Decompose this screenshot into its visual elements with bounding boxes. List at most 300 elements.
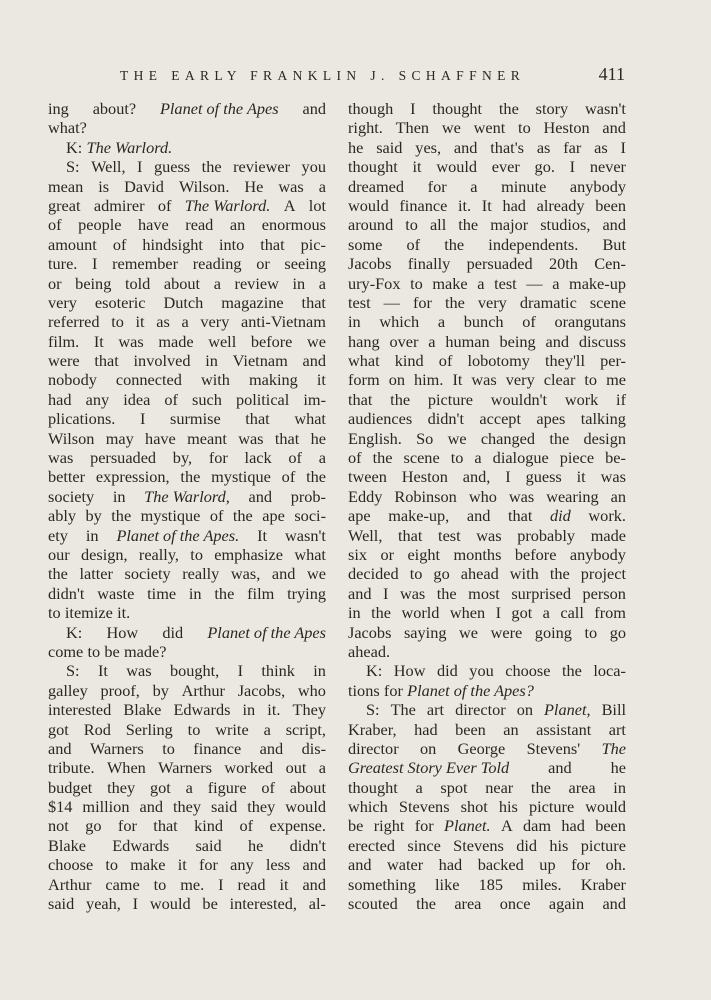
- word: the: [390, 389, 411, 409]
- word: guess: [153, 157, 191, 177]
- word: scene: [403, 448, 440, 468]
- word: director: [348, 738, 399, 758]
- text-line: [348, 836, 626, 855]
- text-line: [48, 700, 326, 719]
- text-line: [348, 332, 626, 351]
- word: who: [297, 680, 326, 700]
- word: Well,: [91, 157, 126, 177]
- text-line: [48, 661, 326, 680]
- word: ably: [48, 506, 77, 526]
- text-line: [48, 526, 326, 545]
- text-line: [348, 603, 626, 622]
- text-column-left: [48, 99, 326, 913]
- text-line: [48, 642, 326, 661]
- word: Planet of the Apes.: [116, 525, 240, 545]
- word: from: [594, 603, 626, 623]
- word: thought: [348, 777, 398, 797]
- word: him.: [414, 370, 444, 390]
- word: work: [564, 389, 599, 409]
- word: out: [285, 758, 307, 778]
- word: ahead.: [348, 641, 391, 661]
- word: it.: [117, 603, 131, 623]
- word: it.: [267, 700, 281, 720]
- word: interested,: [229, 894, 297, 914]
- word: Stevens: [453, 835, 504, 855]
- word: Planet of the Apes: [207, 622, 326, 642]
- word: though: [348, 99, 394, 118]
- text-line: [348, 855, 626, 874]
- word: probably: [517, 525, 576, 545]
- word: in: [242, 700, 256, 720]
- word: got: [511, 603, 533, 623]
- word: would: [285, 797, 326, 817]
- word: reading: [192, 254, 242, 274]
- word: you: [469, 661, 494, 681]
- word: a: [542, 603, 550, 623]
- word: yeah,: [86, 894, 121, 914]
- word: water: [387, 855, 424, 875]
- word: Rod: [83, 719, 111, 739]
- word: it: [177, 855, 187, 875]
- word: six: [348, 544, 368, 564]
- word: talking: [580, 409, 626, 429]
- word: what: [294, 544, 326, 564]
- word: Jacobs: [348, 254, 392, 274]
- word: go.: [534, 157, 555, 177]
- word: thought: [432, 99, 483, 118]
- word: accept: [479, 409, 521, 429]
- word: the: [111, 506, 132, 526]
- word: and: [302, 99, 326, 118]
- word: I: [505, 467, 511, 487]
- word: Eddy: [348, 486, 383, 506]
- word: choose: [505, 661, 551, 681]
- word: I: [237, 661, 244, 681]
- word: hindsight: [142, 234, 203, 254]
- word: in: [613, 777, 626, 797]
- word: yes,: [415, 137, 442, 157]
- word: well: [208, 331, 237, 351]
- word: what: [294, 409, 326, 429]
- word: Robinson: [394, 486, 457, 506]
- word: the: [48, 564, 68, 584]
- word: may: [105, 428, 134, 448]
- text-line: [48, 623, 326, 642]
- word: very: [477, 292, 507, 312]
- word: dis-: [301, 738, 326, 758]
- text-line: [48, 467, 326, 486]
- text-line: [348, 177, 626, 196]
- word: dramatic: [519, 292, 577, 312]
- word: to: [518, 118, 531, 138]
- word: read: [237, 874, 266, 894]
- text-line: [348, 642, 626, 661]
- word: It: [481, 195, 492, 215]
- word: in: [112, 486, 126, 506]
- word: the: [549, 564, 570, 584]
- text-line: [348, 506, 626, 525]
- word: project: [580, 564, 626, 584]
- word: make-up,: [388, 506, 450, 526]
- word: Jacobs: [348, 622, 392, 642]
- word: Blake: [48, 835, 86, 855]
- word: of: [406, 234, 421, 254]
- word: Kraber: [580, 874, 626, 894]
- word: have: [138, 215, 169, 235]
- text-line: [48, 758, 326, 777]
- word: on: [516, 700, 533, 720]
- word: persuaded: [90, 448, 157, 468]
- text-line: [48, 778, 326, 797]
- word: been: [595, 195, 626, 215]
- word: studios,: [540, 215, 591, 235]
- text-line: [48, 235, 326, 254]
- word: and: [453, 137, 478, 157]
- word: months: [453, 544, 502, 564]
- word: be-: [605, 448, 626, 468]
- word: story: [535, 99, 569, 118]
- word: me: [606, 370, 626, 390]
- text-line: [348, 545, 626, 564]
- word: picture: [580, 835, 626, 855]
- word: idea: [123, 389, 151, 409]
- word: bought,: [169, 661, 220, 681]
- word: emphasize: [214, 544, 283, 564]
- text-line: [48, 487, 326, 506]
- word: esoteric: [94, 292, 146, 312]
- word: would: [149, 894, 191, 914]
- text-line: [48, 603, 326, 622]
- text-line: [48, 429, 326, 448]
- word: a: [318, 273, 326, 293]
- word: of: [157, 195, 172, 215]
- word: K:: [66, 622, 83, 642]
- text-line: [48, 254, 326, 273]
- word: S:: [66, 157, 80, 177]
- text-line: [348, 720, 626, 739]
- word: in: [348, 312, 361, 332]
- word: Stevens: [398, 797, 450, 817]
- word: or: [256, 254, 270, 274]
- word: I: [132, 894, 139, 914]
- word: the: [436, 583, 457, 603]
- word: his: [498, 797, 518, 817]
- word: bunch: [463, 312, 504, 332]
- word: society: [124, 564, 171, 584]
- word: being: [75, 273, 112, 293]
- word: went: [473, 118, 506, 138]
- word: budget: [48, 777, 93, 797]
- word: I: [383, 583, 389, 603]
- word: admirer: [93, 195, 145, 215]
- word: interested: [48, 700, 112, 720]
- text-line: [348, 661, 626, 680]
- word: anti-Vietnam: [241, 312, 326, 332]
- word: a: [477, 273, 485, 293]
- word: the: [549, 428, 570, 448]
- word: by: [152, 680, 169, 700]
- word: Edwards: [173, 700, 231, 720]
- word: had: [502, 195, 526, 215]
- word: a: [474, 448, 482, 468]
- word: lobotomy: [467, 351, 530, 371]
- text-line: [48, 390, 326, 409]
- word: expense.: [269, 816, 326, 836]
- word: the: [416, 894, 436, 914]
- text-line: [348, 215, 626, 234]
- word: before: [514, 544, 557, 564]
- text-line: [48, 506, 326, 525]
- text-line: [348, 700, 626, 719]
- word: to: [87, 641, 101, 661]
- word: got: [48, 719, 69, 739]
- word: surprised: [511, 583, 572, 603]
- word: said: [48, 894, 75, 914]
- text-line: [48, 855, 326, 874]
- word: was: [278, 176, 304, 196]
- word: Then: [395, 118, 430, 138]
- text-line: [348, 797, 626, 816]
- word: involved: [133, 351, 191, 371]
- word: and: [139, 797, 163, 817]
- word: as: [536, 137, 551, 157]
- text-line: [48, 351, 326, 370]
- text-line: [48, 681, 326, 700]
- word: very: [200, 312, 230, 332]
- word: 185: [478, 874, 504, 894]
- word: shot: [460, 797, 488, 817]
- word: had: [48, 389, 72, 409]
- word: or: [380, 544, 395, 564]
- word: he: [310, 428, 326, 448]
- word: film: [247, 583, 275, 603]
- word: apes: [536, 409, 566, 429]
- word: ape: [348, 506, 371, 526]
- word: ture.: [48, 254, 78, 274]
- word: not: [48, 816, 69, 836]
- word: to: [190, 544, 203, 564]
- word: and: [548, 758, 572, 778]
- word: clear: [543, 370, 576, 390]
- word: decided: [348, 564, 399, 584]
- word: we: [307, 331, 326, 351]
- word: Kraber,: [348, 719, 397, 739]
- word: think: [261, 661, 295, 681]
- word: eight: [407, 544, 441, 564]
- word: about: [163, 273, 201, 293]
- word: was: [126, 661, 152, 681]
- word: The Warlord.: [184, 195, 271, 215]
- word: go: [609, 622, 626, 642]
- word: and: [602, 215, 626, 235]
- word: that's: [490, 137, 524, 157]
- word: which: [379, 312, 420, 332]
- word: figure: [207, 777, 247, 797]
- word: amount: [48, 234, 97, 254]
- word: Stevens': [526, 738, 581, 758]
- word: and: [271, 564, 296, 584]
- word: per-: [600, 351, 626, 371]
- word: again: [548, 894, 585, 914]
- word: lack: [244, 448, 272, 468]
- word: never: [589, 157, 626, 177]
- word: like: [435, 874, 460, 894]
- word: the: [444, 292, 465, 312]
- word: that: [274, 428, 300, 448]
- word: of: [164, 389, 178, 409]
- word: be: [202, 894, 218, 914]
- text-line: [48, 274, 326, 293]
- word: person: [582, 583, 626, 603]
- word: He: [244, 176, 264, 196]
- text-line: [348, 99, 626, 118]
- word: mystique: [140, 506, 201, 526]
- word: Cen-: [594, 254, 626, 274]
- word: near: [485, 777, 514, 797]
- word: It: [257, 525, 268, 545]
- word: we: [307, 564, 326, 584]
- word: The: [390, 700, 416, 720]
- word: and: [302, 855, 326, 875]
- word: to: [48, 603, 61, 623]
- text-line: [48, 720, 326, 739]
- word: and: [545, 331, 570, 351]
- word: made: [590, 525, 626, 545]
- word: a: [213, 273, 221, 293]
- word: world: [401, 603, 440, 623]
- text-line: [348, 467, 626, 486]
- word: magazine: [221, 292, 284, 312]
- word: would: [436, 157, 478, 177]
- word: George: [457, 738, 506, 758]
- word: Well,: [348, 525, 383, 545]
- word: for: [383, 680, 403, 700]
- word: K:: [66, 137, 83, 157]
- word: S:: [66, 661, 80, 681]
- word: director: [455, 700, 506, 720]
- word: it: [576, 467, 586, 487]
- word: it: [279, 874, 289, 894]
- word: for: [198, 855, 218, 875]
- word: Bill: [601, 700, 626, 720]
- word: im-: [303, 389, 326, 409]
- text-line: [48, 157, 326, 176]
- word: it: [316, 370, 326, 390]
- word: galley: [48, 680, 88, 700]
- word: a: [318, 448, 326, 468]
- word: that: [153, 816, 178, 836]
- word: David: [124, 176, 164, 196]
- word: discuss: [578, 331, 626, 351]
- text-line: [348, 875, 626, 894]
- word: soci-: [294, 506, 326, 526]
- text-line: [348, 390, 626, 409]
- word: The: [601, 738, 626, 758]
- word: assistant: [536, 719, 592, 739]
- word: finance: [193, 738, 242, 758]
- word: trying: [287, 583, 326, 603]
- word: into: [218, 234, 245, 254]
- word: backed: [477, 855, 524, 875]
- word: to: [162, 738, 175, 758]
- word: But: [602, 234, 626, 254]
- word: anybody: [569, 544, 626, 564]
- word: that: [507, 506, 533, 526]
- word: wasn't: [585, 99, 626, 118]
- word: and: [602, 894, 626, 914]
- word: I: [137, 157, 143, 177]
- word: in: [348, 603, 361, 623]
- word: such: [192, 389, 222, 409]
- word: of: [438, 351, 453, 371]
- text-line: [348, 118, 626, 137]
- word: I: [218, 874, 224, 894]
- word: any: [230, 855, 254, 875]
- word: —: [526, 273, 543, 293]
- word: make-up: [569, 273, 626, 293]
- word: if: [616, 389, 626, 409]
- text-line: [48, 312, 326, 331]
- word: Heston: [401, 467, 448, 487]
- word: kind: [394, 351, 424, 371]
- word: would: [585, 797, 626, 817]
- word: The Warlord,: [144, 486, 230, 506]
- text-line: [48, 293, 326, 312]
- text-line: [348, 778, 626, 797]
- word: of: [239, 816, 254, 836]
- text-line: [348, 254, 626, 273]
- word: in: [188, 583, 202, 603]
- word: Planet of the Apes?: [407, 680, 534, 700]
- word: we: [441, 118, 461, 138]
- word: call: [560, 603, 584, 623]
- word: art: [608, 719, 626, 739]
- word: and: [348, 855, 372, 875]
- text-line: [348, 584, 626, 603]
- word: Warners: [158, 758, 213, 778]
- word: scene: [589, 292, 626, 312]
- word: tribute.: [48, 758, 95, 778]
- word: very: [505, 370, 535, 390]
- text-line: [348, 894, 626, 913]
- word: you: [301, 157, 326, 177]
- word: an: [503, 719, 519, 739]
- word: was: [238, 428, 264, 448]
- word: by,: [172, 448, 193, 468]
- word: the: [371, 603, 391, 623]
- word: the: [444, 234, 465, 254]
- word: form: [348, 370, 380, 390]
- word: design: [583, 428, 626, 448]
- word: When: [106, 758, 146, 778]
- word: ety: [48, 525, 68, 545]
- word: and: [48, 738, 72, 758]
- word: Jacobs,: [237, 680, 286, 700]
- word: seeing: [284, 254, 326, 274]
- word: I: [620, 137, 626, 157]
- word: who: [468, 486, 497, 506]
- word: we: [459, 622, 479, 642]
- word: we: [447, 428, 467, 448]
- text-line: [348, 681, 626, 700]
- word: —: [383, 292, 400, 312]
- text-line: [348, 448, 626, 467]
- word: they: [247, 797, 276, 817]
- word: his: [549, 835, 569, 855]
- word: is: [98, 176, 110, 196]
- word: to: [111, 312, 124, 332]
- word: said: [211, 797, 238, 817]
